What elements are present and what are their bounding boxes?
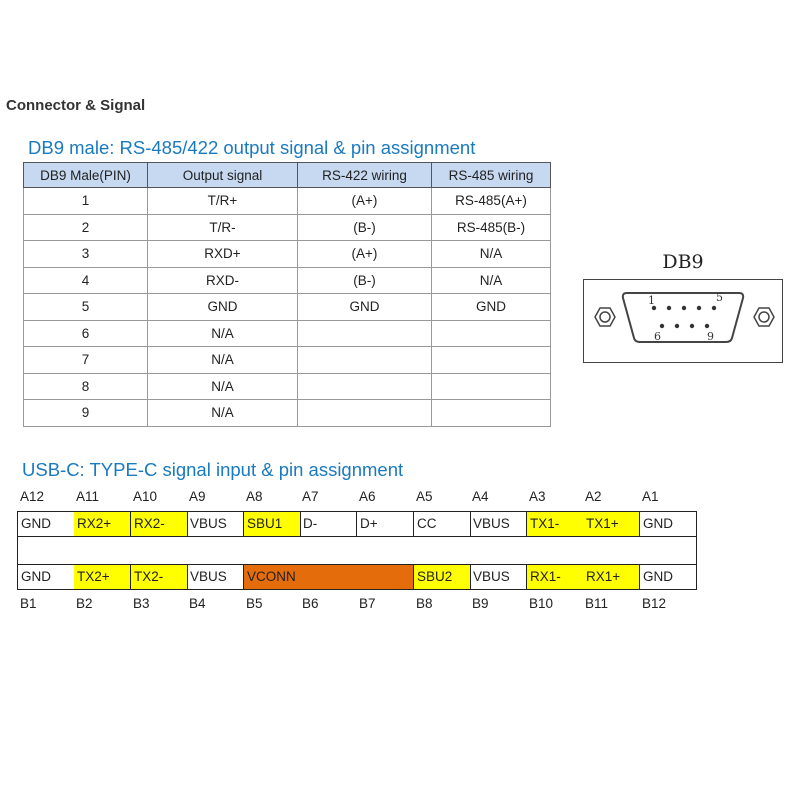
table-cell: 8 [24, 373, 148, 400]
table-cell: N/A [432, 241, 551, 268]
usbc-pin-number: B5 [246, 596, 263, 611]
usbc-signal-cell: TX2+ [74, 565, 131, 589]
usbc-pin-number: A11 [76, 489, 100, 504]
usbc-signal-cell: VCONN [244, 565, 358, 589]
usbc-pin-number: B12 [642, 596, 667, 611]
usbc-signal-cell: SBU1 [244, 512, 301, 536]
column-header-rs422: RS-422 wiring [298, 163, 432, 188]
table-cell: GND [148, 294, 298, 321]
usbc-signal-cell: TX1- [527, 512, 584, 536]
db9-pin-table [23, 162, 551, 427]
column-header-pin: DB9 Male(PIN) [24, 163, 148, 188]
table-cell: N/A [148, 373, 298, 400]
table-cell: (A+) [298, 188, 432, 215]
usbc-signal-cell: VBUS [470, 512, 527, 536]
usbc-pin-number: A9 [189, 489, 206, 504]
table-cell [432, 400, 551, 427]
usbc-pin-number: A1 [642, 489, 659, 504]
usbc-pin-number: A4 [472, 489, 489, 504]
column-header-output-signal: Output signal [148, 163, 298, 188]
usbc-pin-number: B1 [20, 596, 37, 611]
db9-diagram-label: DB9 [662, 251, 704, 273]
table-cell: 6 [24, 320, 148, 347]
usbc-pin-number: B4 [189, 596, 206, 611]
usbc-bottom-row [17, 564, 697, 590]
table-cell [432, 320, 551, 347]
usbc-signal-cell: TX2- [131, 565, 188, 589]
usbc-pin-number: A6 [359, 489, 376, 504]
table-cell: (A+) [298, 241, 432, 268]
table-row [24, 267, 551, 294]
table-cell [298, 373, 432, 400]
usbc-heading: USB-C: TYPE-C signal input & pin assignment [22, 459, 404, 480]
table-header-row [24, 163, 551, 188]
usbc-middle-gap [17, 537, 697, 565]
table-cell [432, 373, 551, 400]
table-cell: T/R- [148, 214, 298, 241]
table-row [24, 320, 551, 347]
table-row [24, 400, 551, 427]
table-cell [298, 320, 432, 347]
usbc-pin-number: A5 [416, 489, 433, 504]
db9-pin-label-9: 9 [707, 330, 714, 343]
usbc-signal-cell: VBUS [187, 565, 244, 589]
table-cell: 3 [24, 241, 148, 268]
table-cell: RS-485(A+) [432, 188, 551, 215]
table-cell: N/A [148, 347, 298, 374]
table-row [24, 214, 551, 241]
usbc-signal-cell: GND [643, 516, 673, 531]
db9-frame [583, 279, 783, 363]
table-row [24, 294, 551, 321]
table-row [24, 188, 551, 215]
table-cell: GND [432, 294, 551, 321]
table-cell [298, 347, 432, 374]
db9-pin-label-6: 6 [654, 330, 661, 343]
table-cell: RXD- [148, 267, 298, 294]
usbc-signal-cell: SBU2 [414, 565, 471, 589]
usbc-pin-number: A8 [246, 489, 263, 504]
usbc-signal-cell: RX2+ [74, 512, 131, 536]
table-cell: 7 [24, 347, 148, 374]
usbc-signal-cell: RX1+ [583, 565, 640, 589]
section-title: Connector & Signal [6, 97, 146, 114]
table-cell: N/A [148, 320, 298, 347]
usbc-pin-number: A3 [529, 489, 546, 504]
table-cell: T/R+ [148, 188, 298, 215]
db9-pin-label-1: 1 [648, 294, 655, 307]
usbc-signal-cell: RX2- [131, 512, 188, 536]
usbc-pin-number: B3 [133, 596, 150, 611]
table-cell: 5 [24, 294, 148, 321]
table-cell [298, 400, 432, 427]
usbc-pin-number: B8 [416, 596, 433, 611]
db9-connector-icon [584, 280, 781, 361]
db9-connector-diagram [583, 251, 783, 363]
usbc-pin-number: B11 [585, 596, 609, 611]
table-row [24, 373, 551, 400]
cutoff-text-fragment [5, 628, 75, 634]
table-cell: (B-) [298, 267, 432, 294]
usbc-signal-cell [357, 565, 414, 589]
table-row [24, 241, 551, 268]
usbc-pin-number: A10 [133, 489, 158, 504]
usbc-signal-cell: D+ [357, 512, 414, 536]
table-cell: GND [298, 294, 432, 321]
usbc-pin-number: B2 [76, 596, 93, 611]
usbc-top-row [17, 511, 697, 537]
usbc-signal-cell: TX1+ [583, 512, 640, 536]
column-header-rs485: RS-485 wiring [432, 163, 551, 188]
usbc-pin-number: B6 [302, 596, 319, 611]
usbc-pin-number: B10 [529, 596, 554, 611]
table-row [24, 347, 551, 374]
usbc-signal-cell: CC [414, 512, 471, 536]
db9-heading: DB9 male: RS-485/422 output signal & pin assignment [28, 137, 476, 158]
table-cell: RXD+ [148, 241, 298, 268]
table-cell [432, 347, 551, 374]
usbc-pin-number: B9 [472, 596, 489, 611]
usbc-signal-cell: VBUS [187, 512, 244, 536]
usbc-signal-cell: GND [18, 565, 75, 589]
table-cell: 1 [24, 188, 148, 215]
usbc-pin-number: B7 [359, 596, 376, 611]
table-cell: N/A [432, 267, 551, 294]
db9-pin-label-5: 5 [716, 291, 723, 304]
table-cell: N/A [148, 400, 298, 427]
usbc-pin-number: A2 [585, 489, 602, 504]
table-cell: 4 [24, 267, 148, 294]
usbc-pin-number: A12 [20, 489, 45, 504]
usbc-signal-cell: VBUS [470, 565, 527, 589]
usbc-pin-number: A7 [302, 489, 319, 504]
table-cell: (B-) [298, 214, 432, 241]
usbc-signal-cell: GND [643, 569, 673, 584]
usbc-signal-cell: RX1- [527, 565, 584, 589]
table-cell: RS-485(B-) [432, 214, 551, 241]
table-cell: 2 [24, 214, 148, 241]
usbc-signal-cell: D- [300, 512, 357, 536]
table-cell: 9 [24, 400, 148, 427]
usbc-signal-cell: GND [18, 512, 75, 536]
